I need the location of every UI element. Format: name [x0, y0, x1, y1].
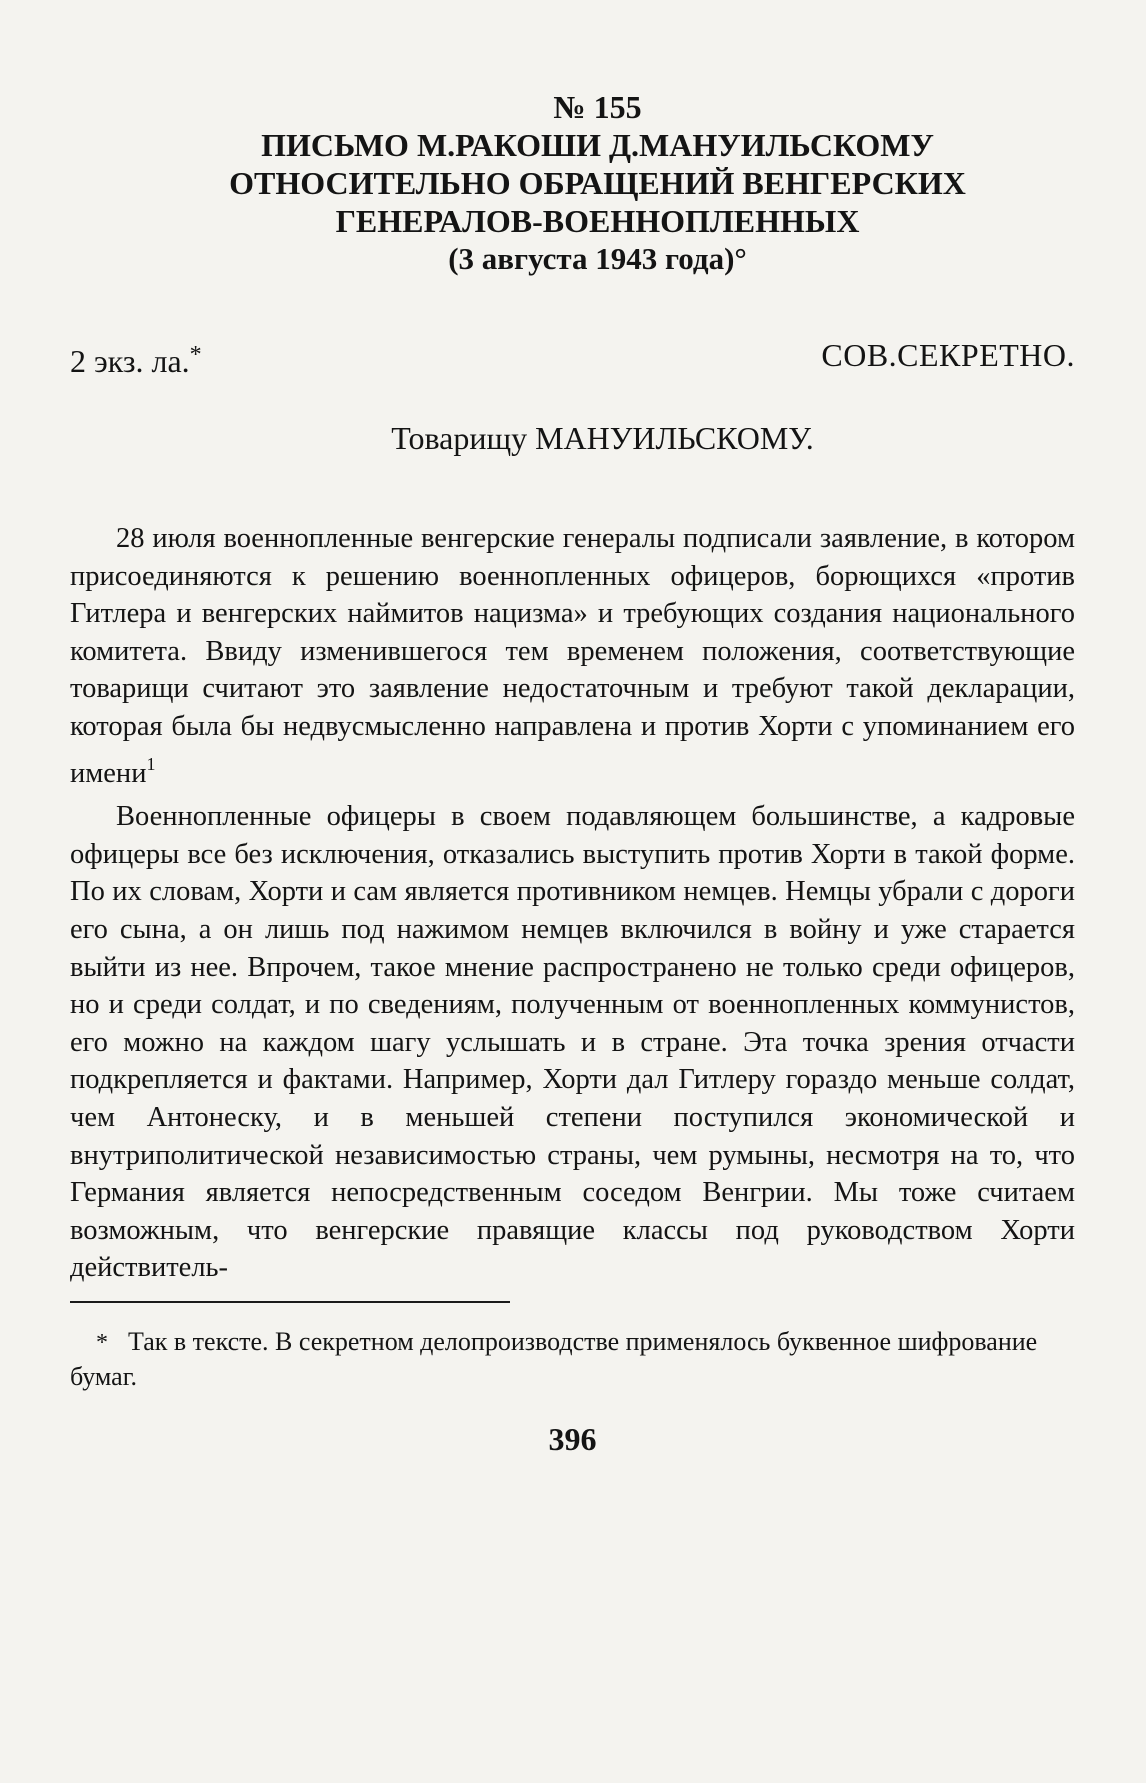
copies-text: 2 экз. ла. — [70, 343, 190, 379]
document-page — [70, 88, 1075, 1459]
footnote-text: Так в тексте. В секретном делопроизводстве применялось буквенное шифрование бумаг. — [70, 1326, 1038, 1391]
classification-stamp: СОВ.СЕКРЕТНО. — [821, 337, 1075, 373]
footnote — [70, 1325, 1075, 1393]
paragraph-1-text: 28 июля военнопленные венгерские генералы подписали заявление, в котором присоединяются к решению военнопленных офицеров, борющихся «против Гитлера и венгерских наймитов нацизма» и требующих создания национального комитета. Ввиду изменившегося тем временем положения, соответствующие товарищи считают это заявление недостаточным и требуют такой декларации, которая была бы недвусмысленно направлена и против Хорти с упоминанием его имени — [70, 523, 1075, 789]
document-date: (3 августа 1943 года)° — [448, 241, 747, 276]
copies-footnote-mark: * — [189, 342, 202, 368]
title-line-2: ОТНОСИТЕЛЬНО ОБРАЩЕНИЙ ВЕНГЕРСКИХ — [229, 165, 966, 201]
footnote-divider — [70, 1301, 510, 1303]
endnote-marker: 1 — [146, 753, 156, 774]
paragraph-2: Военнопленные офицеры в своем подавляющем большинстве, а кадровые офицеры все без исключения, отказались выступить против Хорти в такой форме. По их словам, Хорти и сам является противником немцев. Немцы убрали с дороги его сына, а он лишь под нажимом немцев включился в войну и уже старается выйти из нее. Впрочем, такое мнение распространено не только среди офицеров, но и среди солдат, и по сведениям, полученным от военнопленных коммунистов, его можно на каждом шагу услышать и в стране. Эта точка зрения отчасти подкрепляется и фактами. Например, Хорти дал Гитлеру гораздо меньше солдат, чем Антонеску, и в меньшей степени поступился экономической и внутриполитической независимостью страны, чем румыны, несмотря на то, что Германия является непосредственным соседом Венгрии. Мы тоже считаем возможным, что венгерские правящие классы под руководством Хорти действитель- — [70, 801, 1075, 1284]
addressee: Товарищу МАНУИЛЬСКОМУ. — [391, 420, 814, 456]
copies-note — [70, 334, 202, 382]
paragraph-1 — [70, 520, 1075, 792]
title-line-1: ПИСЬМО М.РАКОШИ Д.МАНУИЛЬСКОМУ — [261, 127, 934, 163]
header-row — [70, 334, 1075, 379]
document-title — [120, 126, 1075, 240]
page-number: 396 — [548, 1420, 597, 1457]
footnote-mark: * — [96, 1329, 108, 1356]
document-number: № 155 — [553, 89, 642, 125]
letter-body — [70, 520, 1075, 1287]
title-line-3: ГЕНЕРАЛОВ-ВОЕННОПЛЕННЫХ — [335, 203, 860, 239]
